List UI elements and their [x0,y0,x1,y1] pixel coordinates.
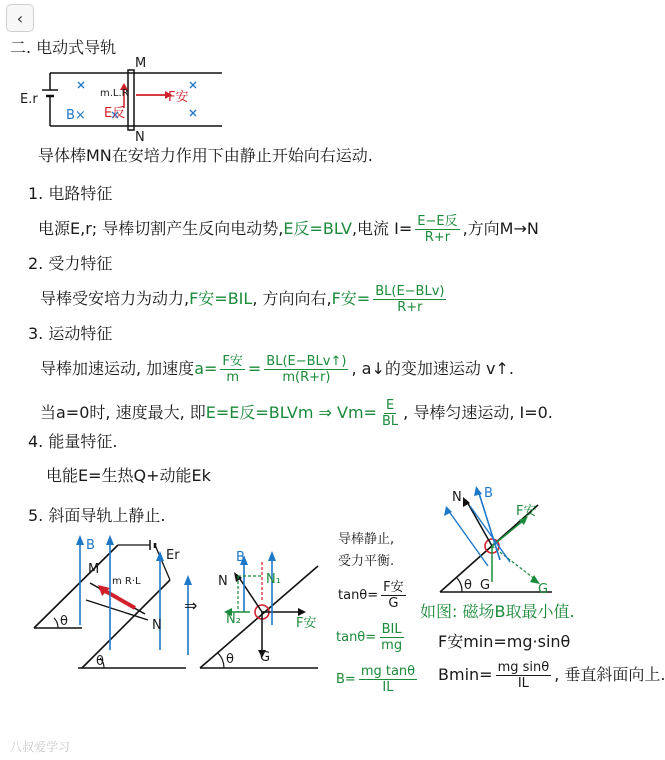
d1-m-label: M [88,562,100,577]
s5-tan2-num: BIL [381,622,402,637]
s3-text-a: 导棒加速运动, 加速度 [40,359,195,378]
s5-tan2 [336,622,407,653]
s1-heading: 1. 电路特征 [28,184,113,203]
s5-fmin: F安min=mg·sinθ [438,632,571,651]
s1-current-frac [415,214,459,245]
arrow-implies: ⇒ [184,596,198,615]
s3-frac2-den: m(R+r) [282,370,331,385]
s3-line2 [40,398,553,429]
d2-n1-label: N₁ [266,572,281,587]
d1-mrl-label: m R·L [112,576,141,587]
watermark: 八叔爱学习 [10,740,71,754]
s1-emf: E反=BLV [283,219,352,238]
d3-f-label: F安 [516,504,537,519]
s3-frac1 [220,354,244,385]
s3-line2-b: E=E反=BLVm ⇒ Vm= [205,403,377,422]
s5-tan1 [338,580,409,611]
d1-n-label: N [152,618,162,633]
s1-frac-den: R+r [424,230,451,245]
s3-a-eq: a= [194,359,218,378]
s3-line2-c: , 导棒匀速运动, I=0. [403,403,553,422]
s2-line [40,284,449,315]
s3-frac3-num: E [385,398,395,413]
s2-force-frac [373,284,446,315]
s3-line2-a: 当a=0时, 速度最大, 即 [40,403,206,422]
s1-direction: ,方向M→N [462,219,539,238]
s5-tan2-lhs: tanθ= [336,630,377,645]
circuit-b-label: B× [66,108,86,123]
s5-mid-b: 受力平衡. [338,554,395,569]
s5-heading: 5. 斜面导轨上静止. [28,506,166,525]
circuit-er-label: E.r [20,92,38,107]
s1-line [38,214,539,245]
s5-beq-num: mg tanθ [360,664,416,679]
s5-tan1-num: F安 [383,580,404,595]
s1-text-c: ,电流 I= [351,219,413,238]
s5-bmin-num: mg sinθ [497,660,550,675]
d2-g-label: G [260,650,271,665]
d3-b-label: B [484,486,493,501]
s4-line: 电能E=生热Q+动能Ek [46,466,211,485]
page-title: 二. 电动式导轨 [10,38,117,57]
s3-line1 [40,354,514,385]
s2-text-a: 导棒受安培力为动力, [40,289,190,308]
s5-bmin-tail: , 垂直斜面向上. [554,665,665,684]
s5-bmin-lhs: Bmin= [438,665,493,684]
s3-eq2: = [247,359,262,378]
d2-f-label: F安 [296,616,317,631]
s1-text-a: 电源E,r; 导棒切割产生反向电动势, [38,219,284,238]
s5-beq-lhs: B= [336,672,356,687]
s5-tan1-frac [381,580,405,611]
s5-tan1-den: G [388,596,399,611]
chevron-left-icon: ‹ [16,8,24,28]
d3-theta: θ [464,578,472,593]
d1-er-label: Er [166,548,180,563]
s2-text-c: , 方向向右, [252,289,332,308]
s3-frac2-num: BL(E−BLv↑) [266,354,347,369]
s5-bmin-den: IL [517,676,529,691]
circuit-n-label: N [135,130,145,145]
s5-right-a: 如图: 磁场B取最小值. [420,602,575,621]
circuit-m-label: M [135,56,147,71]
s3-frac3-den: BL [381,414,399,429]
s5-bmin-frac [496,660,552,691]
d2-b-label: B [236,550,245,565]
s4-heading: 4. 能量特征. [28,432,118,451]
s2-frac-num: BL(E−BLv) [375,284,445,299]
s3-frac1-num: F安 [222,354,243,369]
d2-n-label: N [218,574,228,589]
s2-force: F安=BIL [189,289,253,308]
circuit-mlr-label: m.L.R [100,88,129,99]
intro-text: 导体棒MN在安培力作用下由静止开始向右运动. [38,146,373,165]
s5-beq-frac [359,664,417,695]
s3-frac2 [264,354,348,385]
s3-frac1-den: m [226,370,239,385]
s5-beq [336,664,420,695]
s5-tan2-den: mg [381,638,403,653]
s3-frac3 [380,398,400,429]
s3-heading: 3. 运动特征 [28,324,113,343]
d2-theta: θ [226,652,234,667]
circuit-f-label: F安 [168,90,189,105]
d3-g-label: G [480,578,491,593]
d1-theta2: θ [96,654,104,669]
s1-frac-num: E−E反 [417,214,458,229]
s5-bmin [438,660,665,691]
s2-frac-den: R+r [397,300,423,315]
d2-n2-label: N₂ [226,612,241,627]
d1-theta: θ [60,614,68,629]
d1-b-label: B [86,538,95,553]
d3-g2-label: G [538,582,549,597]
s3-text-b: , a↓的变加速运动 v↑. [351,359,514,378]
s5-mid-a: 导棒静止, [338,532,395,547]
s5-tan2-frac [379,622,404,653]
circuit-e-label: E反 [104,106,126,121]
s5-beq-den: IL [382,680,394,695]
s2-force-eq: F安= [331,289,371,308]
s2-heading: 2. 受力特征 [28,254,113,273]
s5-tan1-lhs: tanθ= [338,588,379,603]
d3-n-label: N [452,490,462,505]
